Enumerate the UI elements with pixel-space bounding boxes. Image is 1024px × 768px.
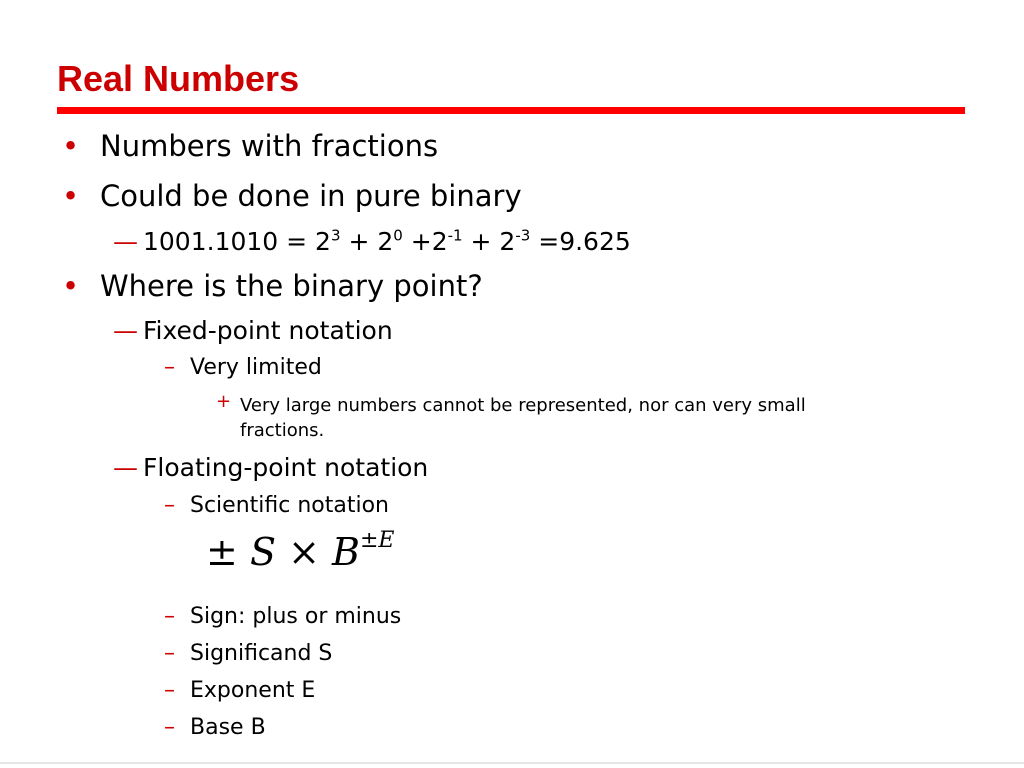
- bullet-text: Very limited: [190, 355, 322, 380]
- bullet-text: Scientific notation: [190, 493, 389, 518]
- bullet-minus: –: [164, 604, 175, 629]
- bullet-dot: •: [62, 129, 80, 163]
- bullet-dash: —: [113, 227, 138, 256]
- bullet-plus: +: [216, 391, 232, 412]
- bullet-binary-point: [62, 269, 483, 303]
- detail-bullet-very-large: [216, 393, 880, 443]
- example-exponent: 3: [330, 226, 341, 245]
- sub-sub-bullet-exponent: [164, 680, 315, 702]
- sub-sub-bullet-scientific: [164, 495, 389, 517]
- bullet-numbers-with-fractions: [62, 129, 439, 163]
- bottom-divider: [0, 762, 1024, 764]
- bullet-dash: —: [113, 453, 138, 482]
- bullet-text: Floating-point notation: [143, 453, 429, 482]
- sub-sub-bullet-base: [164, 717, 266, 739]
- bullet-minus: –: [164, 355, 175, 380]
- example-exponent: -3: [515, 226, 531, 245]
- bullet-text: Could be done in pure binary: [100, 179, 522, 213]
- plus-minus-symbol: ±: [206, 530, 238, 574]
- bullet-dash: —: [113, 316, 138, 345]
- example-part: 1001.1010 = 2: [143, 227, 331, 256]
- bullet-text: Fixed-point notation: [143, 316, 393, 345]
- bullet-text: Where is the binary point?: [100, 269, 483, 303]
- significand-symbol: S: [249, 530, 276, 574]
- binary-example-text: [143, 227, 631, 256]
- slide-title: Real Numbers: [57, 58, 300, 99]
- scientific-notation-formula: [206, 528, 395, 574]
- exponent-symbol: ±E: [359, 528, 395, 553]
- example-exponent: -1: [447, 226, 463, 245]
- bullet-minus: –: [164, 715, 175, 740]
- sub-bullet-binary-example: [113, 226, 631, 256]
- example-part: + 2: [340, 227, 394, 256]
- bullet-dot: •: [62, 269, 80, 303]
- bullet-minus: –: [164, 493, 175, 518]
- bullet-minus: –: [164, 678, 175, 703]
- bullet-text: Exponent E: [190, 678, 316, 703]
- bullet-pure-binary: [62, 179, 522, 213]
- base-symbol: B: [332, 530, 360, 574]
- example-part: +2: [402, 227, 448, 256]
- bullet-text: Very large numbers cannot be represented, nor can very small fractions.: [240, 395, 806, 442]
- sub-sub-bullet-sign: [164, 606, 401, 628]
- times-symbol: ×: [288, 530, 320, 574]
- sub-bullet-fixed-point: [113, 318, 393, 343]
- sub-bullet-floating-point: [113, 455, 428, 480]
- bullet-text: Sign: plus or minus: [190, 604, 402, 629]
- title-divider: [57, 107, 965, 114]
- sub-sub-bullet-very-limited: [164, 357, 322, 379]
- example-exponent: 0: [393, 226, 403, 245]
- bullet-minus: –: [164, 641, 175, 666]
- bullet-text: Significand S: [190, 641, 333, 666]
- bullet-text: Base B: [190, 715, 266, 740]
- example-part: + 2: [462, 227, 516, 256]
- example-part: =9.625: [530, 227, 631, 256]
- sub-sub-bullet-significand: [164, 643, 332, 665]
- bullet-text: Numbers with fractions: [100, 129, 439, 163]
- bullet-dot: •: [62, 179, 80, 213]
